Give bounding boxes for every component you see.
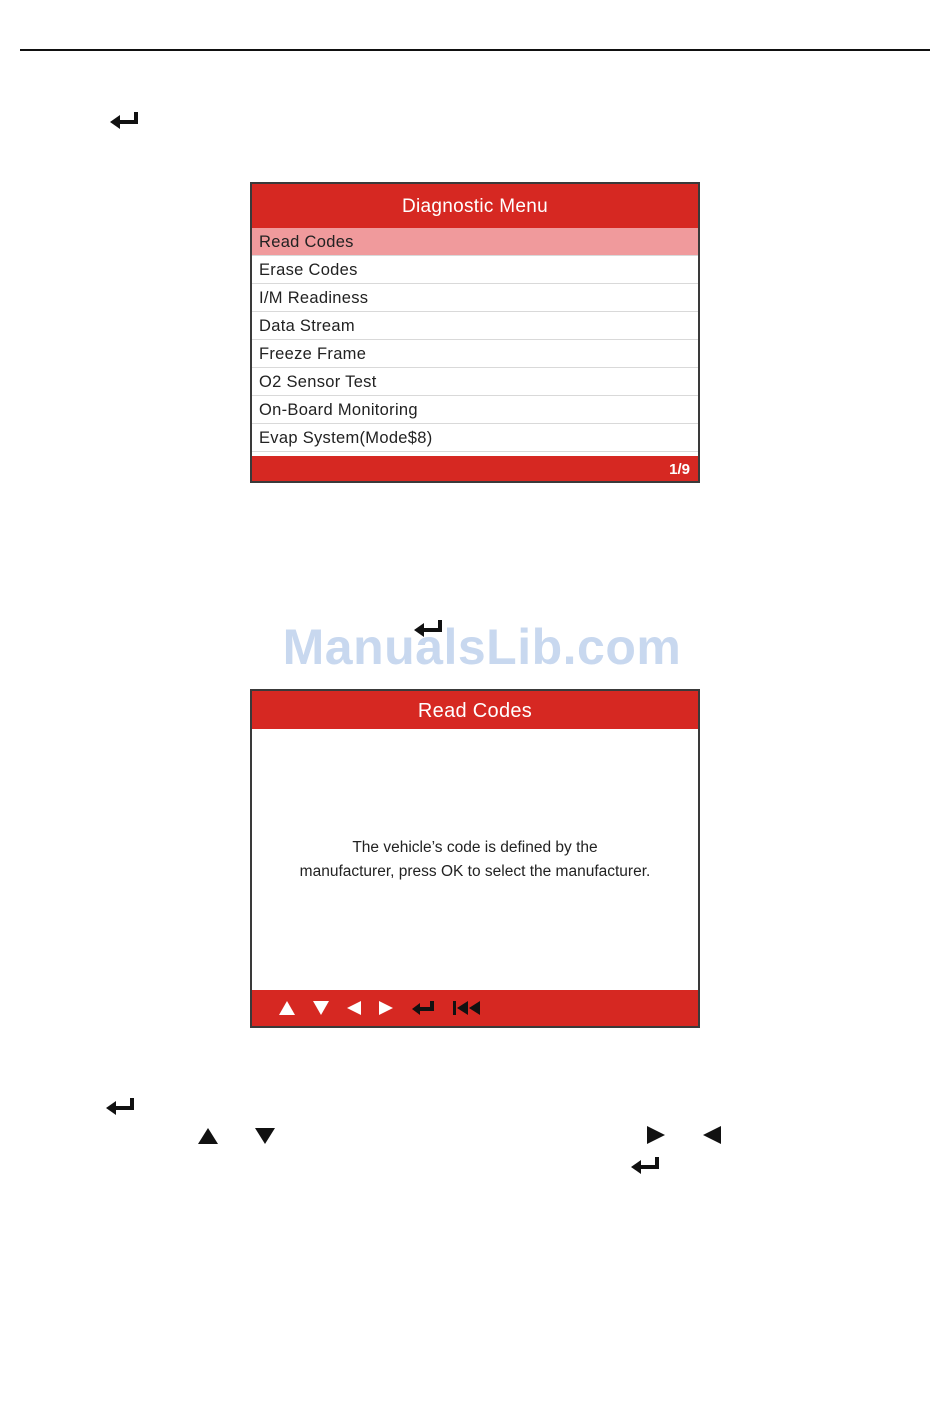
menu-item-data-stream[interactable]: Data Stream [252,312,698,340]
right-arrow-icon[interactable] [378,1000,394,1016]
menu-item-erase-codes[interactable]: Erase Codes [252,256,698,284]
page-indicator: 1/9 [252,456,698,481]
message-line-2: manufacturer, press OK to select the manufacturer. [299,862,651,880]
enter-icon[interactable] [410,1000,436,1016]
down-arrow-icon[interactable] [312,1000,330,1016]
diagnostic-menu-title: Diagnostic Menu [252,184,698,228]
menu-item-im-readiness[interactable]: I/M Readiness [252,284,698,312]
enter-icon [108,110,140,132]
back-to-start-icon[interactable] [452,1000,482,1016]
read-codes-title: Read Codes [252,691,698,729]
left-arrow-icon [702,1125,722,1145]
up-arrow-icon [197,1127,219,1145]
down-arrow-icon [254,1127,276,1145]
message-line-1: The vehicle’s code is defined by the [352,838,598,856]
read-codes-message [252,729,698,990]
menu-item-evap-system[interactable]: Evap System(Mode$8) [252,424,698,452]
watermark: ManualsLib.com [282,619,682,675]
menu-item-read-codes[interactable]: Read Codes [252,228,698,256]
enter-icon [104,1096,136,1118]
left-arrow-icon[interactable] [346,1000,362,1016]
menu-item-o2-sensor-test[interactable]: O2 Sensor Test [252,368,698,396]
enter-icon [629,1155,661,1177]
right-arrow-icon [646,1125,666,1145]
up-arrow-icon[interactable] [278,1000,296,1016]
page-top-rule [20,49,930,51]
menu-item-on-board-monitoring[interactable]: On-Board Monitoring [252,396,698,424]
diagnostic-menu-screen [250,182,700,483]
read-codes-footer [252,990,698,1026]
menu-item-freeze-frame[interactable]: Freeze Frame [252,340,698,368]
read-codes-screen [250,689,700,1028]
